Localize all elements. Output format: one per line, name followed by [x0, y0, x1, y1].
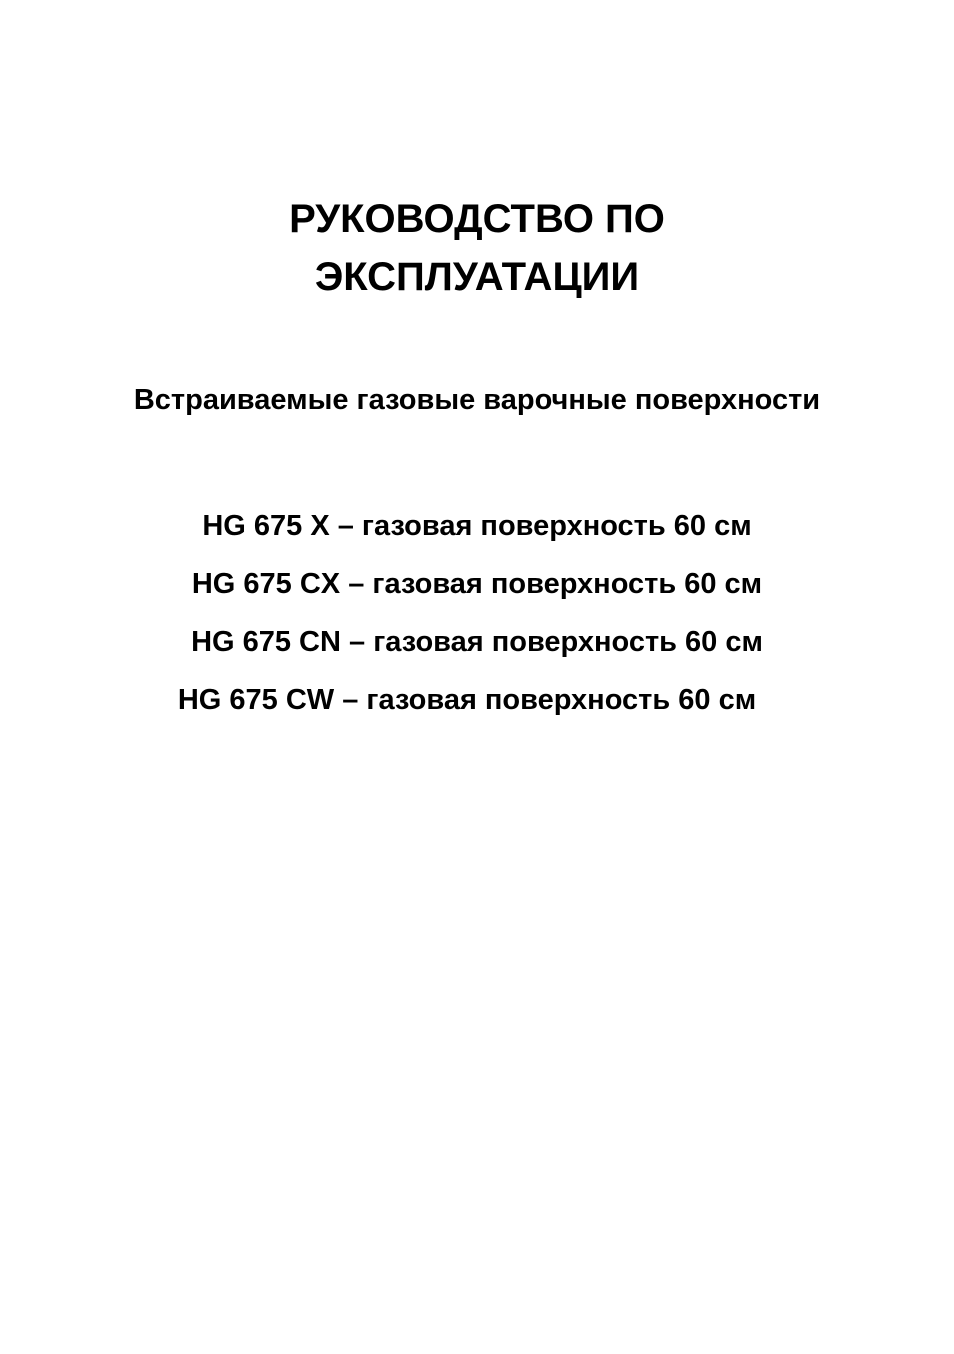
model-item-hg675cn: HG 675 CN – газовая поверхность 60 см [191, 626, 763, 658]
model-item-hg675x: HG 675 X – газовая поверхность 60 см [202, 510, 752, 542]
title-line-2: ЭКСПЛУАТАЦИИ [314, 255, 640, 299]
title-line-1: РУКОВОДСТВО ПО [289, 197, 665, 241]
model-list [0, 497, 954, 729]
model-item-hg675cx: HG 675 CX – газовая поверхность 60 см [191, 568, 763, 600]
product-category-subtitle: Встраиваемые газовые варочные поверхности [133, 384, 821, 416]
page-title [0, 190, 954, 306]
model-item-hg675cw: HG 675 CW – газовая поверхность 60 см [177, 684, 757, 716]
